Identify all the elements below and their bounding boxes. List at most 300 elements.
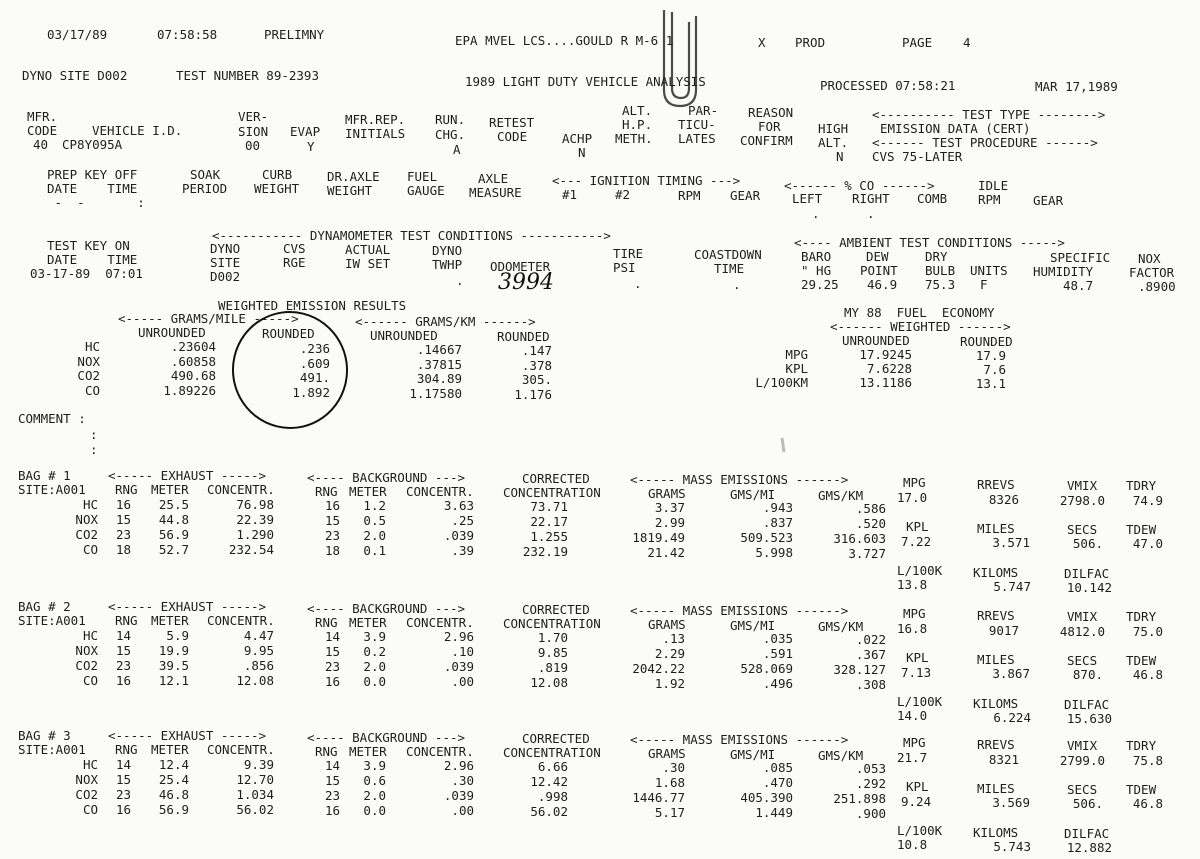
background-concentr: .039 <box>443 528 474 543</box>
bag-site: SITE:A001 <box>18 482 86 497</box>
side-kiloms-label: KILOMS <box>973 565 1019 580</box>
mass-gms-mi: .837 <box>762 515 793 530</box>
corrected-concentration: .998 <box>537 789 568 804</box>
mass-grams: .13 <box>662 631 685 646</box>
high-label: HIGH <box>818 121 849 136</box>
corrected-concentration: 12.08 <box>530 675 568 690</box>
side-vmix-value: 2798.0 <box>1059 493 1105 508</box>
fe-rounded: 17.9 <box>975 348 1006 363</box>
hp-label: H.P. <box>622 117 653 132</box>
mass-gms-mi: 509.523 <box>740 530 793 545</box>
exhaust-concentr: 12.70 <box>236 772 274 787</box>
exhaust-meter: 46.8 <box>158 787 189 802</box>
for-label: FOR <box>758 119 781 134</box>
meth-label: METH. <box>615 131 653 146</box>
side-kiloms-value: 6.224 <box>993 710 1031 725</box>
co-right-label: RIGHT <box>852 191 890 206</box>
fuel-label: FUEL <box>407 169 438 184</box>
background-rng: 16 <box>324 803 340 818</box>
bag-pollutant: CO2 <box>75 787 98 802</box>
exhaust-banner: <----- EXHAUST -----> <box>108 728 267 743</box>
background-meter-label: METER <box>349 744 387 759</box>
background-rng: 23 <box>324 659 340 674</box>
comment-line-3: : <box>90 442 98 457</box>
mfr-code-value: 40 <box>33 137 49 152</box>
weighted-gkm-unrounded: .37815 <box>416 356 462 372</box>
background-meter: 1.2 <box>363 498 386 513</box>
vehicle-id-value: CP8Y095A <box>62 137 123 152</box>
code-label: CODE <box>27 123 58 138</box>
dew-label: DEW <box>866 249 889 264</box>
exhaust-concentr: 4.47 <box>243 628 274 643</box>
corrected-concentration: 22.17 <box>530 514 568 529</box>
exhaust-meter-label: METER <box>151 742 189 757</box>
bag-pollutant: HC <box>82 628 98 643</box>
weighted-gmi-unrounded: .60858 <box>170 353 216 369</box>
prod-label: PROD <box>795 35 826 50</box>
iw-set-label: IW SET <box>345 256 391 271</box>
exhaust-concentr: .856 <box>243 658 274 673</box>
mass-grams: 1.68 <box>654 775 685 790</box>
side-tdew-label: TDEW <box>1126 782 1157 797</box>
background-concentr: .10 <box>451 644 474 659</box>
background-rng: 15 <box>324 644 340 659</box>
fe-label: KPL <box>785 361 808 376</box>
units-label: UNITS <box>970 263 1008 278</box>
exhaust-rng-label: RNG <box>115 742 138 757</box>
dew-point-value: 46.9 <box>867 277 898 292</box>
background-rng: 23 <box>324 788 340 803</box>
smudge-mark <box>782 438 784 452</box>
side-tdry-label: TDRY <box>1126 609 1157 624</box>
side-vmix-value: 2799.0 <box>1059 753 1105 768</box>
background-concentr: 3.63 <box>443 498 474 513</box>
weighted-results-title: WEIGHTED EMISSION RESULTS <box>218 298 407 313</box>
ign-gear-label: GEAR <box>730 188 761 203</box>
reason-label: REASON <box>748 105 794 120</box>
side-tdew-value: 46.8 <box>1132 796 1163 811</box>
background-banner: <---- BACKGROUND ---> <box>307 730 466 745</box>
side-dilfac-label: DILFAC <box>1064 826 1110 841</box>
exhaust-meter: 39.5 <box>158 658 189 673</box>
corrected-concentration: 9.85 <box>537 645 568 660</box>
version-label: VER- <box>238 109 269 124</box>
background-concentr: .039 <box>443 788 474 803</box>
axle-measure-label: MEASURE <box>469 185 522 200</box>
mass-gms-km: 316.603 <box>833 531 886 546</box>
gms-km-label: GMS/KM <box>818 619 864 634</box>
side-l100k-value: 13.8 <box>897 577 928 592</box>
corrected-concentration: 6.66 <box>537 759 568 774</box>
bag-pollutant: CO <box>82 802 98 817</box>
fe-rounded: 13.1 <box>975 376 1006 391</box>
background-rng: 16 <box>324 674 340 689</box>
mass-gms-mi: .943 <box>762 500 793 515</box>
side-mpg-value: 17.0 <box>897 490 928 505</box>
dyno-site-label: SITE <box>210 255 241 270</box>
exhaust-rng: 15 <box>115 772 131 787</box>
program-name: EPA MVEL LCS....GOULD R M-6 1 <box>455 33 674 48</box>
exhaust-rng: 16 <box>115 673 131 688</box>
ign-2-label: #2 <box>615 187 631 202</box>
coastdown-label: COASTDOWN <box>694 247 762 262</box>
baro-label: BARO <box>801 249 832 264</box>
fuel-economy-title: MY 88 FUEL ECONOMY <box>844 305 995 320</box>
dyno-label: DYNO <box>210 241 241 256</box>
report-title: 1989 LIGHT DUTY VEHICLE ANALYSIS <box>465 74 706 89</box>
side-vmix-label: VMIX <box>1067 738 1098 753</box>
background-rng: 16 <box>324 498 340 513</box>
exhaust-concentr: 1.290 <box>236 527 274 542</box>
side-kpl-value: 9.24 <box>901 794 932 809</box>
coastdown-time-label: TIME <box>714 261 745 276</box>
tire-psi-label: PSI <box>613 260 636 275</box>
background-rng: 15 <box>324 773 340 788</box>
side-mpg-value: 16.8 <box>897 621 928 636</box>
side-vmix-label: VMIX <box>1067 609 1098 624</box>
side-rrevs-value: 8321 <box>988 752 1019 767</box>
side-kiloms-value: 5.743 <box>993 839 1031 854</box>
exhaust-banner: <----- EXHAUST -----> <box>108 599 267 614</box>
exhaust-meter: 52.7 <box>158 542 189 557</box>
co-left-value: . <box>812 206 820 221</box>
high-alt-value: N <box>836 149 844 164</box>
cvs-rge-label: RGE <box>283 255 306 270</box>
background-meter: 0.5 <box>363 513 386 528</box>
side-dilfac-label: DILFAC <box>1064 566 1110 581</box>
bag-label: BAG # 1 <box>18 468 71 483</box>
exhaust-meter: 5.9 <box>166 628 189 643</box>
mass-gms-mi: .470 <box>762 775 793 790</box>
corrected-concentration: 56.02 <box>530 804 568 819</box>
exhaust-rng: 23 <box>115 658 131 673</box>
side-kiloms-label: KILOMS <box>973 696 1019 711</box>
exhaust-meter: 44.8 <box>158 512 189 527</box>
dyno-site: DYNO SITE D002 <box>22 68 128 83</box>
dr-axle-label: DR.AXLE <box>327 169 380 184</box>
ignition-timing-banner: <--- IGNITION TIMING ---> <box>552 173 741 188</box>
side-secs-value: 506. <box>1072 796 1103 811</box>
side-kpl-value: 7.22 <box>901 534 932 549</box>
x-mark: X <box>758 35 766 50</box>
mass-gms-km: .367 <box>855 647 886 662</box>
side-miles-value: 3.571 <box>992 535 1030 550</box>
exhaust-concentr: 1.034 <box>236 787 274 802</box>
side-dilfac-value: 12.882 <box>1066 840 1112 855</box>
side-kpl-value: 7.13 <box>901 665 932 680</box>
side-secs-label: SECS <box>1067 782 1098 797</box>
exhaust-meter: 19.9 <box>158 643 189 658</box>
weighted-pollutant: CO <box>84 382 100 398</box>
mass-grams: 2.29 <box>654 646 685 661</box>
side-miles-label: MILES <box>977 781 1015 796</box>
mass-grams: .30 <box>662 760 685 775</box>
test-type-banner: <---------- TEST TYPE --------> <box>872 107 1106 122</box>
ign-1-label: #1 <box>562 187 578 202</box>
exhaust-rng: 15 <box>115 643 131 658</box>
background-meter-label: METER <box>349 615 387 630</box>
chg-label: CHG. <box>435 127 466 142</box>
weighted-gkm-rounded: .147 <box>521 343 552 358</box>
retest-code-label: CODE <box>497 129 528 144</box>
fe-unrounded-label: UNROUNDED <box>842 333 910 348</box>
mass-gms-km: 251.898 <box>833 791 886 806</box>
mass-gms-mi: .035 <box>762 631 793 646</box>
mass-gms-km: .520 <box>855 516 886 531</box>
bag-label: BAG # 2 <box>18 599 71 614</box>
ticu-label: TICU- <box>678 117 716 132</box>
mfr-label: MFR. <box>27 109 58 124</box>
mass-grams: 1446.77 <box>632 790 685 805</box>
mass-emissions-banner: <----- MASS EMISSIONS ------> <box>630 472 849 487</box>
side-tdry-label: TDRY <box>1126 478 1157 493</box>
background-concentr: .00 <box>451 803 474 818</box>
side-miles-label: MILES <box>977 521 1015 536</box>
gkm-rounded-label: ROUNDED <box>497 329 550 344</box>
weighted-pollutant: HC <box>84 339 100 354</box>
side-l100k-label: L/100K <box>897 694 943 709</box>
tire-psi-value: . <box>634 276 642 291</box>
exhaust-concentr-label: CONCENTR. <box>207 742 275 757</box>
background-rng: 23 <box>324 528 340 543</box>
evap-label: EVAP <box>290 124 321 139</box>
weighted-gmi-unrounded: 1.89226 <box>163 382 216 398</box>
odometer-handwritten: 3994 <box>498 270 554 295</box>
weighted-gkm-rounded: .378 <box>521 357 552 373</box>
report-date: 03/17/89 <box>47 27 108 42</box>
grams-label: GRAMS <box>648 486 686 501</box>
side-kiloms-value: 5.747 <box>993 579 1031 594</box>
fe-rounded: 7.6 <box>983 362 1006 377</box>
background-meter: 2.0 <box>363 788 386 803</box>
background-concentr: 2.96 <box>443 758 474 773</box>
confirm-label: CONFIRM <box>740 133 793 148</box>
fuel-economy-weighted-banner: <------ WEIGHTED ------> <box>830 319 1011 334</box>
corrected-label: CORRECTED <box>522 602 590 617</box>
background-meter: 0.0 <box>363 674 386 689</box>
mass-gms-km: .900 <box>855 806 886 821</box>
processed-time: PROCESSED 07:58:21 <box>820 78 956 93</box>
prep-values: - - : <box>47 195 145 210</box>
mass-gms-km: 3.727 <box>848 546 886 561</box>
dyno-site-value: D002 <box>210 269 241 284</box>
weighted-pollutant: NOX <box>77 353 100 369</box>
exhaust-concentr: 9.39 <box>243 757 274 772</box>
idle-label: IDLE <box>978 178 1009 193</box>
background-concentr-label: CONCENTR. <box>406 484 474 499</box>
background-meter-label: METER <box>349 484 387 499</box>
specific-label: SPECIFIC <box>1050 250 1111 265</box>
corrected-concentration: 1.255 <box>530 529 568 544</box>
side-vmix-value: 4812.0 <box>1059 624 1105 639</box>
corrected-concentration-label: CONCENTRATION <box>503 485 601 500</box>
dyno-twhp-label: DYNO <box>432 243 463 258</box>
mass-gms-mi: .085 <box>762 760 793 775</box>
exhaust-concentr: 232.54 <box>228 542 274 557</box>
exhaust-rng-label: RNG <box>115 482 138 497</box>
test-date-time-value: 03-17-89 07:01 <box>30 266 143 281</box>
fe-label: MPG <box>785 347 808 362</box>
side-rrevs-label: RREVS <box>977 477 1015 492</box>
mass-grams: 5.17 <box>654 805 685 820</box>
co-right-value: . <box>867 206 875 221</box>
comment-label: COMMENT : <box>18 411 86 426</box>
bag-pollutant: NOX <box>75 512 98 527</box>
nox-factor-label: FACTOR <box>1129 265 1175 280</box>
background-rng: 14 <box>324 758 340 773</box>
weighted-gmi-rounded: .609 <box>299 355 330 371</box>
side-dilfac-label: DILFAC <box>1064 697 1110 712</box>
bag-pollutant: NOX <box>75 643 98 658</box>
side-tdry-value: 75.0 <box>1132 624 1163 639</box>
test-procedure-banner: <------ TEST PROCEDURE ------> <box>872 135 1098 150</box>
background-rng: 18 <box>324 543 340 558</box>
mass-grams: 21.42 <box>647 545 685 560</box>
baro-value: 29.25 <box>801 277 839 292</box>
gkm-unrounded-label: UNROUNDED <box>370 328 438 343</box>
side-tdew-label: TDEW <box>1126 522 1157 537</box>
exhaust-meter-label: METER <box>151 482 189 497</box>
background-meter: 2.0 <box>363 528 386 543</box>
background-concentr-label: CONCENTR. <box>406 615 474 630</box>
fe-rounded-label: ROUNDED <box>960 334 1013 349</box>
background-meter: 0.0 <box>363 803 386 818</box>
background-rng-label: RNG <box>315 615 338 630</box>
units-value: F <box>980 277 988 292</box>
gmi-unrounded-label: UNROUNDED <box>138 325 206 340</box>
alt-label: ALT. <box>622 103 653 118</box>
weighted-gmi-unrounded: .23604 <box>170 339 216 354</box>
grams-mile-banner: <----- GRAMS/MILE -----> <box>118 311 299 326</box>
processed-date: MAR 17,1989 <box>1035 79 1118 94</box>
side-secs-label: SECS <box>1067 653 1098 668</box>
dry-bulb-label: BULB <box>925 263 956 278</box>
weighted-gkm-unrounded: 304.89 <box>416 371 462 386</box>
bag-pollutant: CO2 <box>75 658 98 673</box>
mass-grams: 2.99 <box>654 515 685 530</box>
twhp-value: . <box>456 273 464 288</box>
vehicle-id-label: VEHICLE I.D. <box>92 123 183 138</box>
exhaust-banner: <----- EXHAUST -----> <box>108 468 267 483</box>
idle-gear-label: GEAR <box>1033 193 1064 208</box>
version-value: 00 <box>245 138 261 153</box>
side-l100k-value: 14.0 <box>897 708 928 723</box>
par-label: PAR- <box>688 103 719 118</box>
achp-value: N <box>578 145 586 160</box>
exhaust-meter: 25.4 <box>158 772 189 787</box>
soak-label: SOAK <box>190 167 221 182</box>
tire-label: TIRE <box>613 246 644 261</box>
bag-pollutant: HC <box>82 757 98 772</box>
background-rng: 14 <box>324 629 340 644</box>
weighted-gkm-rounded: 1.176 <box>514 386 552 402</box>
version-label-2: SION <box>238 124 269 139</box>
exhaust-concentr-label: CONCENTR. <box>207 482 275 497</box>
background-meter: 0.6 <box>363 773 386 788</box>
background-meter: 3.9 <box>363 629 386 644</box>
exhaust-rng: 23 <box>115 527 131 542</box>
evap-value: Y <box>307 139 315 154</box>
weighted-pollutant: CO2 <box>77 368 100 383</box>
axle-label: AXLE <box>478 171 509 186</box>
side-kpl-label: KPL <box>906 519 929 534</box>
mass-grams: 1819.49 <box>632 530 685 545</box>
side-tdry-label: TDRY <box>1126 738 1157 753</box>
side-miles-value: 3.867 <box>992 666 1030 681</box>
exhaust-rng: 16 <box>115 802 131 817</box>
background-concentr-label: CONCENTR. <box>406 744 474 759</box>
side-rrevs-value: 8326 <box>988 492 1019 507</box>
background-concentr: .039 <box>443 659 474 674</box>
mass-emissions-banner: <----- MASS EMISSIONS ------> <box>630 732 849 747</box>
weighted-gmi-rounded: .236 <box>299 341 330 356</box>
side-rrevs-label: RREVS <box>977 737 1015 752</box>
dr-axle-weight-label: WEIGHT <box>327 183 373 198</box>
background-rng-label: RNG <box>315 744 338 759</box>
cvs-label: CVS <box>283 241 306 256</box>
side-secs-value: 870. <box>1072 667 1103 682</box>
side-secs-label: SECS <box>1067 522 1098 537</box>
prep-date-time-label: DATE TIME <box>47 181 138 196</box>
mass-gms-mi: .496 <box>762 676 793 691</box>
mass-gms-km: .586 <box>855 501 886 516</box>
test-keyon-label: TEST KEY ON <box>47 238 130 253</box>
fe-label: L/100KM <box>755 375 808 390</box>
initials-label: INITIALS <box>345 126 406 141</box>
corrected-concentration: 232.19 <box>522 544 568 559</box>
exhaust-meter: 12.1 <box>158 673 189 688</box>
exhaust-concentr-label: CONCENTR. <box>207 613 275 628</box>
background-meter: 0.2 <box>363 644 386 659</box>
exhaust-meter: 25.5 <box>158 497 189 512</box>
actual-label: ACTUAL <box>345 242 391 257</box>
exhaust-concentr: 12.08 <box>236 673 274 688</box>
fe-unrounded: 7.6228 <box>866 361 912 376</box>
mfr-rep-label: MFR.REP. <box>345 112 406 127</box>
gms-mi-label: GMS/MI <box>730 747 776 762</box>
exhaust-rng: 23 <box>115 787 131 802</box>
background-concentr: 2.96 <box>443 629 474 644</box>
page-label: PAGE <box>902 35 933 50</box>
mass-gms-km: 328.127 <box>833 662 886 677</box>
ambient-banner: <---- AMBIENT TEST CONDITIONS -----> <box>794 235 1065 250</box>
bag-pollutant: NOX <box>75 772 98 787</box>
dry-bulb-value: 75.3 <box>925 277 956 292</box>
fe-unrounded: 13.1186 <box>859 375 912 390</box>
exhaust-meter: 56.9 <box>158 802 189 817</box>
exhaust-meter-label: METER <box>151 613 189 628</box>
procedure-value: CVS 75-LATER <box>872 149 963 164</box>
exhaust-concentr: 22.39 <box>236 512 274 527</box>
co-banner: <------ % CO ------> <box>784 178 935 193</box>
comment-line-2: : <box>90 427 98 442</box>
mass-gms-km: .022 <box>855 632 886 647</box>
side-dilfac-value: 10.142 <box>1066 580 1112 595</box>
co-comb-label: COMB <box>917 191 948 206</box>
background-concentr: .00 <box>451 674 474 689</box>
retest-label: RETEST <box>489 115 535 130</box>
corrected-label: CORRECTED <box>522 731 590 746</box>
gms-km-label: GMS/KM <box>818 488 864 503</box>
side-miles-label: MILES <box>977 652 1015 667</box>
mass-gms-mi: 528.069 <box>740 661 793 676</box>
exhaust-rng: 14 <box>115 757 131 772</box>
dry-label: DRY <box>925 249 948 264</box>
gmi-rounded-label: ROUNDED <box>262 326 315 341</box>
side-tdew-value: 46.8 <box>1132 667 1163 682</box>
ign-rpm-label: RPM <box>678 188 701 203</box>
corrected-label: CORRECTED <box>522 471 590 486</box>
